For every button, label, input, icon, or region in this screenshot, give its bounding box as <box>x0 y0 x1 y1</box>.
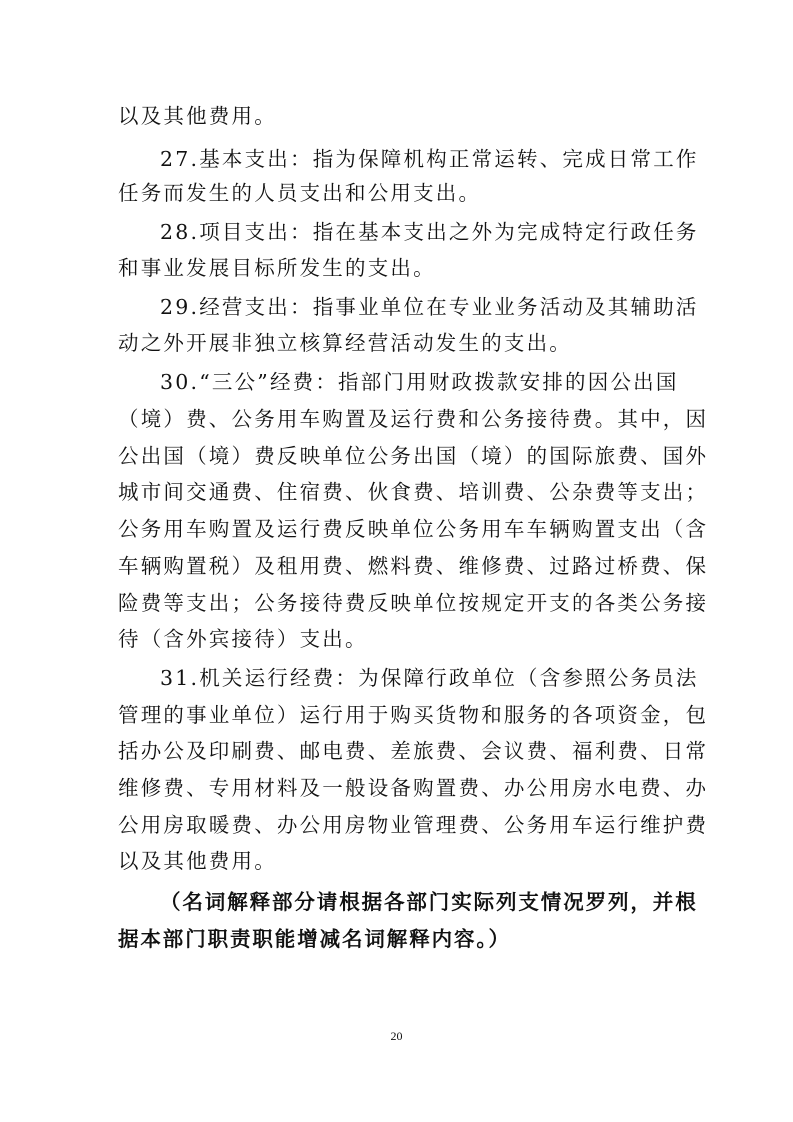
text-line: 任务而发生的人员支出和公用支出。 <box>118 181 482 205</box>
text-line-item-28: 28.项目支出：指在基本支出之外为完成特定行政任务 <box>160 220 699 244</box>
text-line: 括办公及印刷费、邮电费、差旅费、会议费、福利费、日常 <box>118 739 709 763</box>
text-line: 以及其他费用。 <box>118 104 277 128</box>
text-line: 车辆购置税）及租用费、燃料费、维修费、过路过桥费、保 <box>118 554 709 578</box>
text-line-item-31: 31.机关运行经费：为保障行政单位（含参照公务员法 <box>160 666 699 690</box>
text-line-item-27: 27.基本支出：指为保障机构正常运转、完成日常工作 <box>160 147 699 171</box>
text-line: 公务用车购置及运行费反映单位公务用车车辆购置支出（含 <box>118 517 709 541</box>
text-line: 险费等支出；公务接待费反映单位按规定开支的各类公务接 <box>118 591 709 615</box>
note-line: 据本部门职责职能增减名词解释内容。） <box>118 927 511 951</box>
text-line: 和事业发展目标所发生的支出。 <box>118 256 436 280</box>
text-line: 公出国（境）费反映单位公务出国（境）的国际旅费、国外 <box>118 444 709 468</box>
note-line: （名词解释部分请根据各部门实际列支情况罗列，并根 <box>160 890 698 914</box>
page-number: 20 <box>390 1029 403 1043</box>
text-line-item-30: 30.“三公”经费：指部门用财政拨款安排的因公出国 <box>160 370 679 394</box>
text-line: 城市间交通费、住宿费、伙食费、培训费、公杂费等支出； <box>118 480 709 504</box>
text-line: （境）费、公务用车购置及运行费和公务接待费。其中，因 <box>118 407 709 431</box>
text-line: 以及其他费用。 <box>118 849 277 873</box>
text-line-item-29: 29.经营支出：指事业单位在专业业务活动及其辅助活 <box>160 295 699 319</box>
text-line: 待（含外宾接待）支出。 <box>118 627 368 651</box>
text-line: 维修费、专用材料及一般设备购置费、办公用房水电费、办 <box>118 776 709 800</box>
text-line: 管理的事业单位）运行用于购买货物和服务的各项资金，包 <box>118 703 709 727</box>
text-line: 公用房取暖费、办公用房物业管理费、公务用车运行维护费 <box>118 813 709 837</box>
text-line: 动之外开展非独立核算经营活动发生的支出。 <box>118 331 572 355</box>
